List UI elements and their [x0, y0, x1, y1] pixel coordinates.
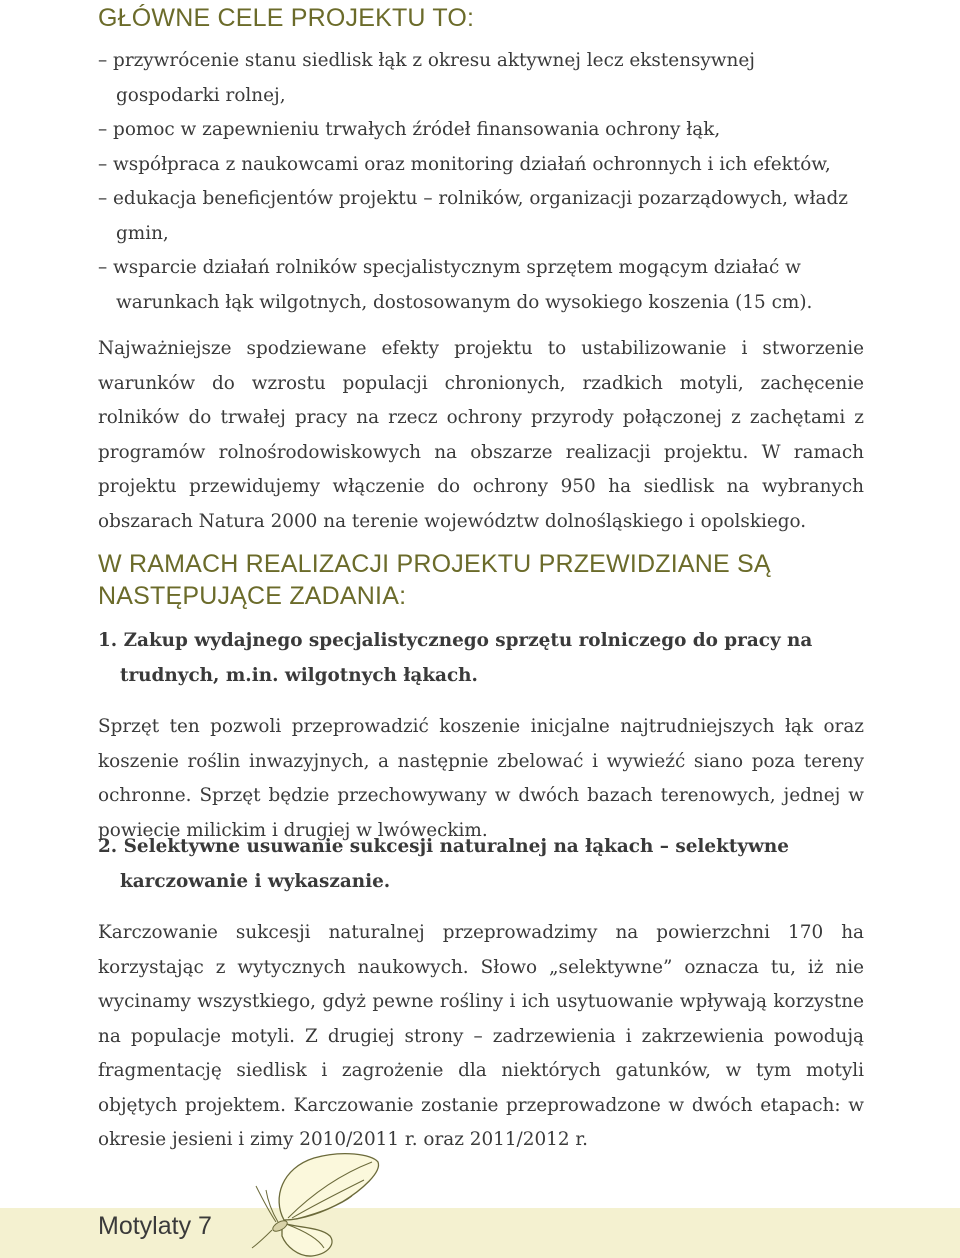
goal-item: – pomoc w zapewnieniu trwałych źródeł finansowania ochrony łąk, [98, 119, 721, 140]
tasks-heading: W RAMACH REALIZACJI PROJEKTU PRZEWIDZIANE SĄ NASTĘPUJĄCE ZADANIA: [98, 550, 771, 610]
goals-heading: GŁÓWNE CELE PROJEKTU TO: [98, 4, 475, 32]
goal-item: – przywrócenie stanu siedlisk łąk z okresu aktywnej lecz ekstensywnej gospodarki rolnej, [98, 50, 755, 106]
goal-item: – wsparcie działań rolników specjalistycznym sprzętem mogącym działać w warunkach łąk wilgotnych, dostosowanym do wysokiego koszenia (15 cm). [98, 257, 813, 313]
task-2-title: 2. Selektywne usuwanie sukcesji naturalnej na łąkach – selektywne karczowanie i wykaszanie. [98, 836, 789, 892]
task-2-body: Karczowanie sukcesji naturalnej przeprowadzimy na powierzchni 170 ha korzystając z wytycznych naukowych. Słowo „selektywne” oznacza tu, iż nie wycinamy wszystkiego, gdyż pewne rośliny i ich usytuowanie wpływają korzystne na populacje motyli. Z drugiej strony – zadrzewienia i zakrzewienia powodują fragmentację siedlisk i zagrożenie dla niektórych gatunków, w tym motyli objętych projektem. Karczowanie zostanie przeprowadzone w dwóch etapach: w okresie jesieni i zimy 2010/2011 r. oraz 2011/2012 r. [98, 922, 864, 1151]
goal-item: – współpraca z naukowcami oraz monitoring działań ochronnych i ich efektów, [98, 153, 831, 175]
page-footer-label: Motylaty 7 [98, 1212, 212, 1240]
effects-paragraph: Najważniejsze spodziewane efekty projektu to ustabilizowanie i stworzenie warunków do wzrostu populacji chronionych, rzadkich motyli, zachęcenie rolników do trwałej pracy na rzecz ochrony przyrody połączonej z zachętami z programów rolnośrodowiskowych na obszarze realizacji projektu. W ramach projektu przewidujemy włączenie do ochrony 950 ha siedlisk na wybranych obszarach Natura 2000 na terenie województw dolnośląskiego i opolskiego. [98, 338, 864, 532]
goal-item: – edukacja beneficjentów projektu – rolników, organizacji pozarządowych, władz gmin, [98, 188, 848, 244]
butterfly-icon [232, 1150, 382, 1258]
task-1-body: Sprzęt ten pozwoli przeprowadzić koszenie inicjalne najtrudniejszych łąk oraz koszenie roślin inwazyjnych, a następnie zbelować i wywieźć siano poza tereny ochronne. Sprzęt będzie przechowywany w dwóch bazach terenowych, jednej w powiecie milickim i drugiej w lwóweckim. [98, 716, 864, 841]
goals-list [98, 44, 864, 320]
task-1-title: 1. Zakup wydajnego specjalistycznego sprzętu rolniczego do pracy na trudnych, m.in. wilgotnych łąkach. [98, 630, 813, 686]
